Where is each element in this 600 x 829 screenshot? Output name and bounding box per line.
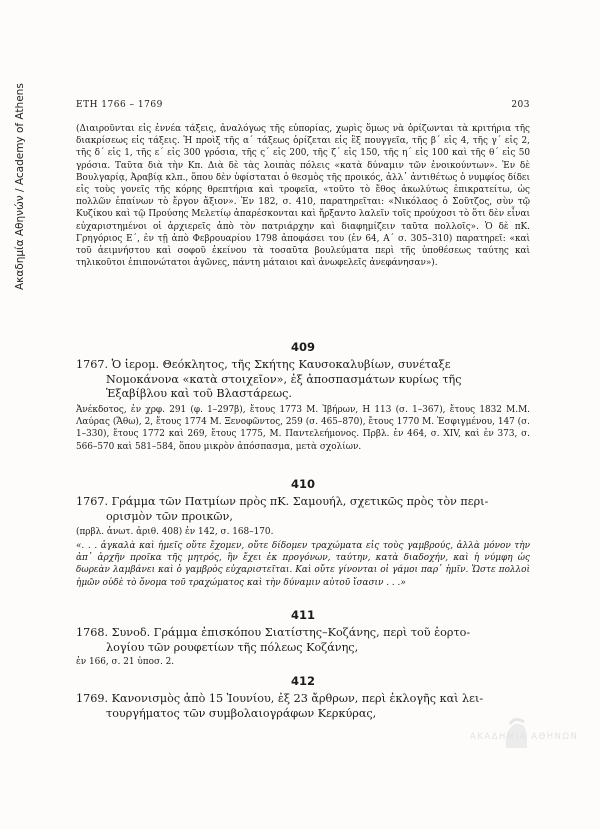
- entry-title-line: ορισμὸν τῶν προικῶν,: [106, 509, 233, 523]
- entry-number: 410: [290, 477, 315, 491]
- entry-number: 412: [290, 674, 315, 688]
- entry-title-line: 1767. Ὁ ἱερομ. Θεόκλητος, τῆς Σκήτης Καυσοκαλυβίων, συνέταξε: [76, 358, 451, 371]
- entry-number: 411: [290, 608, 315, 622]
- entry-title: [76, 692, 530, 721]
- running-head-title: ΕΤΗ 1766 – 1769: [76, 100, 163, 110]
- watermark-text: ΑΚΑΔΗΜΙΑ ΑΘΗΝΩΝ: [470, 732, 579, 742]
- side-note-text: Ακαδημία Αθηνών / Academy of Athens: [14, 83, 26, 290]
- side-note: [14, 20, 30, 290]
- entry-title-line: Νομοκάνονα «κατὰ στοιχεῖον», ἐξ ἀποσπασμάτων κυρίως τῆς: [106, 372, 462, 386]
- entry-reference: ἐν 166, σ. 21 ὑποσ. 2.: [76, 657, 175, 667]
- entry-title: [76, 626, 530, 655]
- page-number: 203: [511, 100, 530, 110]
- entry-title: [76, 358, 530, 402]
- entry-title-line: Ἑξαβίβλου καὶ τοῦ Βλαστάρεως.: [106, 387, 292, 400]
- entry-number: 409: [290, 340, 315, 354]
- entry-quote: «. . . ἀγκαλὰ καὶ ἡμεῖς οὔτε ἔχομεν, οὔτε δίδομεν τραχώματα εἰς τοὺς γαμβρούς, ἀλλὰ μόνον τὴν ἀπ᾽ ἀρχῆν προῖκα τῆς μητρός, ἣν ἔχει ἐκ προγόνων, ταύτην, κατὰ διαδοχήν, καὶ ἡ νύμφη ὡς δωρεὰν λαμβάνει καὶ ὁ γαμβρὸς εὐχαριστεῖται. Καὶ οὔτε γίνονται οἱ γάμοι παρ᾽ ἡμῖν. Ὥστε πολλοὶ ἡμῶν οὐδὲ τὸ ὄνομα τοῦ τραχώματος καὶ τὴν δύναμιν αὐτοῦ ἴσασιν . . .»: [76, 541, 530, 588]
- entry-title: [76, 495, 530, 524]
- entry-title-line: τουργήματος τῶν συμβολαιογράφων Κερκύρας,: [106, 706, 377, 720]
- entry-title-line: 1768. Συνοδ. Γράμμα ἐπισκόπου Σιατίστης–Κοζάνης, περὶ τοῦ ἑορτο-: [76, 626, 471, 639]
- entry-title-line: 1769. Κανονισμὸς ἀπὸ 15 Ἰουνίου, ἐξ 23 ἄρθρων, περὶ ἐκλογῆς καὶ λει-: [76, 692, 484, 705]
- entry-title-line: 1767. Γράμμα τῶν Πατμίων πρὸς πΚ. Σαμουήλ, σχετικῶς πρὸς τὸν περι-: [76, 495, 489, 508]
- entry-body: Ἀνέκδοτος, ἐν χρφ. 291 (φ. 1–297β), ἔτους 1773 Μ. Ἰβήρων, Η 113 (σ. 1–367), ἔτους 1832 Μ.Μ. Λαύρας (Ἄθω), 2, ἔτους 1774 Μ. Ξενοφῶντος, 259 (σ. 465–870), ἔτους 1770 Μ. Ἐσφιγμένου, 147 (σ. 1–330), ἔτους 1772 καὶ 269, ἔτους 1775, Μ. Παντελεήμονος. Πρβλ. ἐν 464, σ. XIV, καὶ ἐν 373, σ. 566–570 καὶ 581–584, ὅπου μικρὸν ἀπόσπασμα, μετὰ σχολίων.: [76, 405, 530, 452]
- intro-paragraph: (Διαιροῦνται εἰς ἐννέα τάξεις, ἀναλόγως τῆς εὐπορίας, χωρὶς ὅμως νὰ ὁρίζωνται τὰ κριτήρια τῆς διακρίσεως εἰς τάξεις. Ἡ προὶξ τῆς α΄ τάξεως ὁρίζεται εἰς ἓξ πουγγεῖα, τῆς β΄ εἰς 4, τῆς γ΄ εἰς 2, τῆς δ΄ εἰς 1, τῆς ε΄ εἰς 300 γρόσια, τῆς ς΄ εἰς 200, τῆς ζ΄ εἰς 150, τῆς η΄ εἰς 100 καὶ τῆς θ΄ εἰς 50 γρόσια. Ταῦτα διὰ τὴν Κπ. Διὰ δὲ τὰς λοιπὰς πόλεις «κατὰ δύναμιν τῶν ἐνοικούντων». Ἐν δὲ Βουλγαρίᾳ, Ἀραβίᾳ κλπ., ὅπου δὲν ὑφίσταται ὁ θεσμὸς τῆς προικός, ἀλλ᾽ ἀντιθέτως ὁ νυμφίος δίδει εἰς τοὺς γονεῖς τῆς κόρης θρεπτήρια καὶ τροφεῖα, «τοῦτο τὸ ἔθος ἀκωλύτως ἐπικρατείτω, ὡς πολλῶν ἐπαίνων τὸ ἔργον ἄξιον». Ἐν 182, σ. 410, παρατηρεῖται: «Νικόλαος ὁ Σοῦτζος, σὺν τῷ Κυζίκου καὶ τῷ Προύσης Μελετίῳ ἀπαρέσκονται καὶ ἤρξαντο λαλεῖν τοῖς προύχοσι τὸ ὅτι δὲν εἶναι εὐχαριστημένοι οἱ ἀρχιερεῖς ἀπὸ τὸν πατριάρχην καὶ διαφημίζειν ταῦτα πολλοῖς». Ὁ δὲ πΚ. Γρηγόριος Ε΄, ἐν τῇ ἀπὸ Φεβρουαρίου 1798 ἀποφάσει του (ἐν 64, Α΄ σ. 305–310) παρατηρεῖ: «καὶ τοῦ ἀειμνήστου καὶ σοφοῦ ἐκείνου τὰ τοσαῦτα βουλεύματα περὶ τῆς ὑποθέσεως ταύτης καὶ τηλικοῦτοι ἐπιπονώτατοι ἀγῶνες, πάντη μάταιοι καὶ ἀνωφελεῖς ἀνεφάνησαν»).: [76, 124, 530, 269]
- academy-watermark: [470, 718, 580, 760]
- entry-title-line: λογίου τῶν ρουφετίων τῆς πόλεως Κοζάνης,: [106, 640, 359, 654]
- entry-reference: (πρβλ. ἀνωτ. ἀριθ. 408) ἐν 142, σ. 168–170.: [76, 527, 274, 537]
